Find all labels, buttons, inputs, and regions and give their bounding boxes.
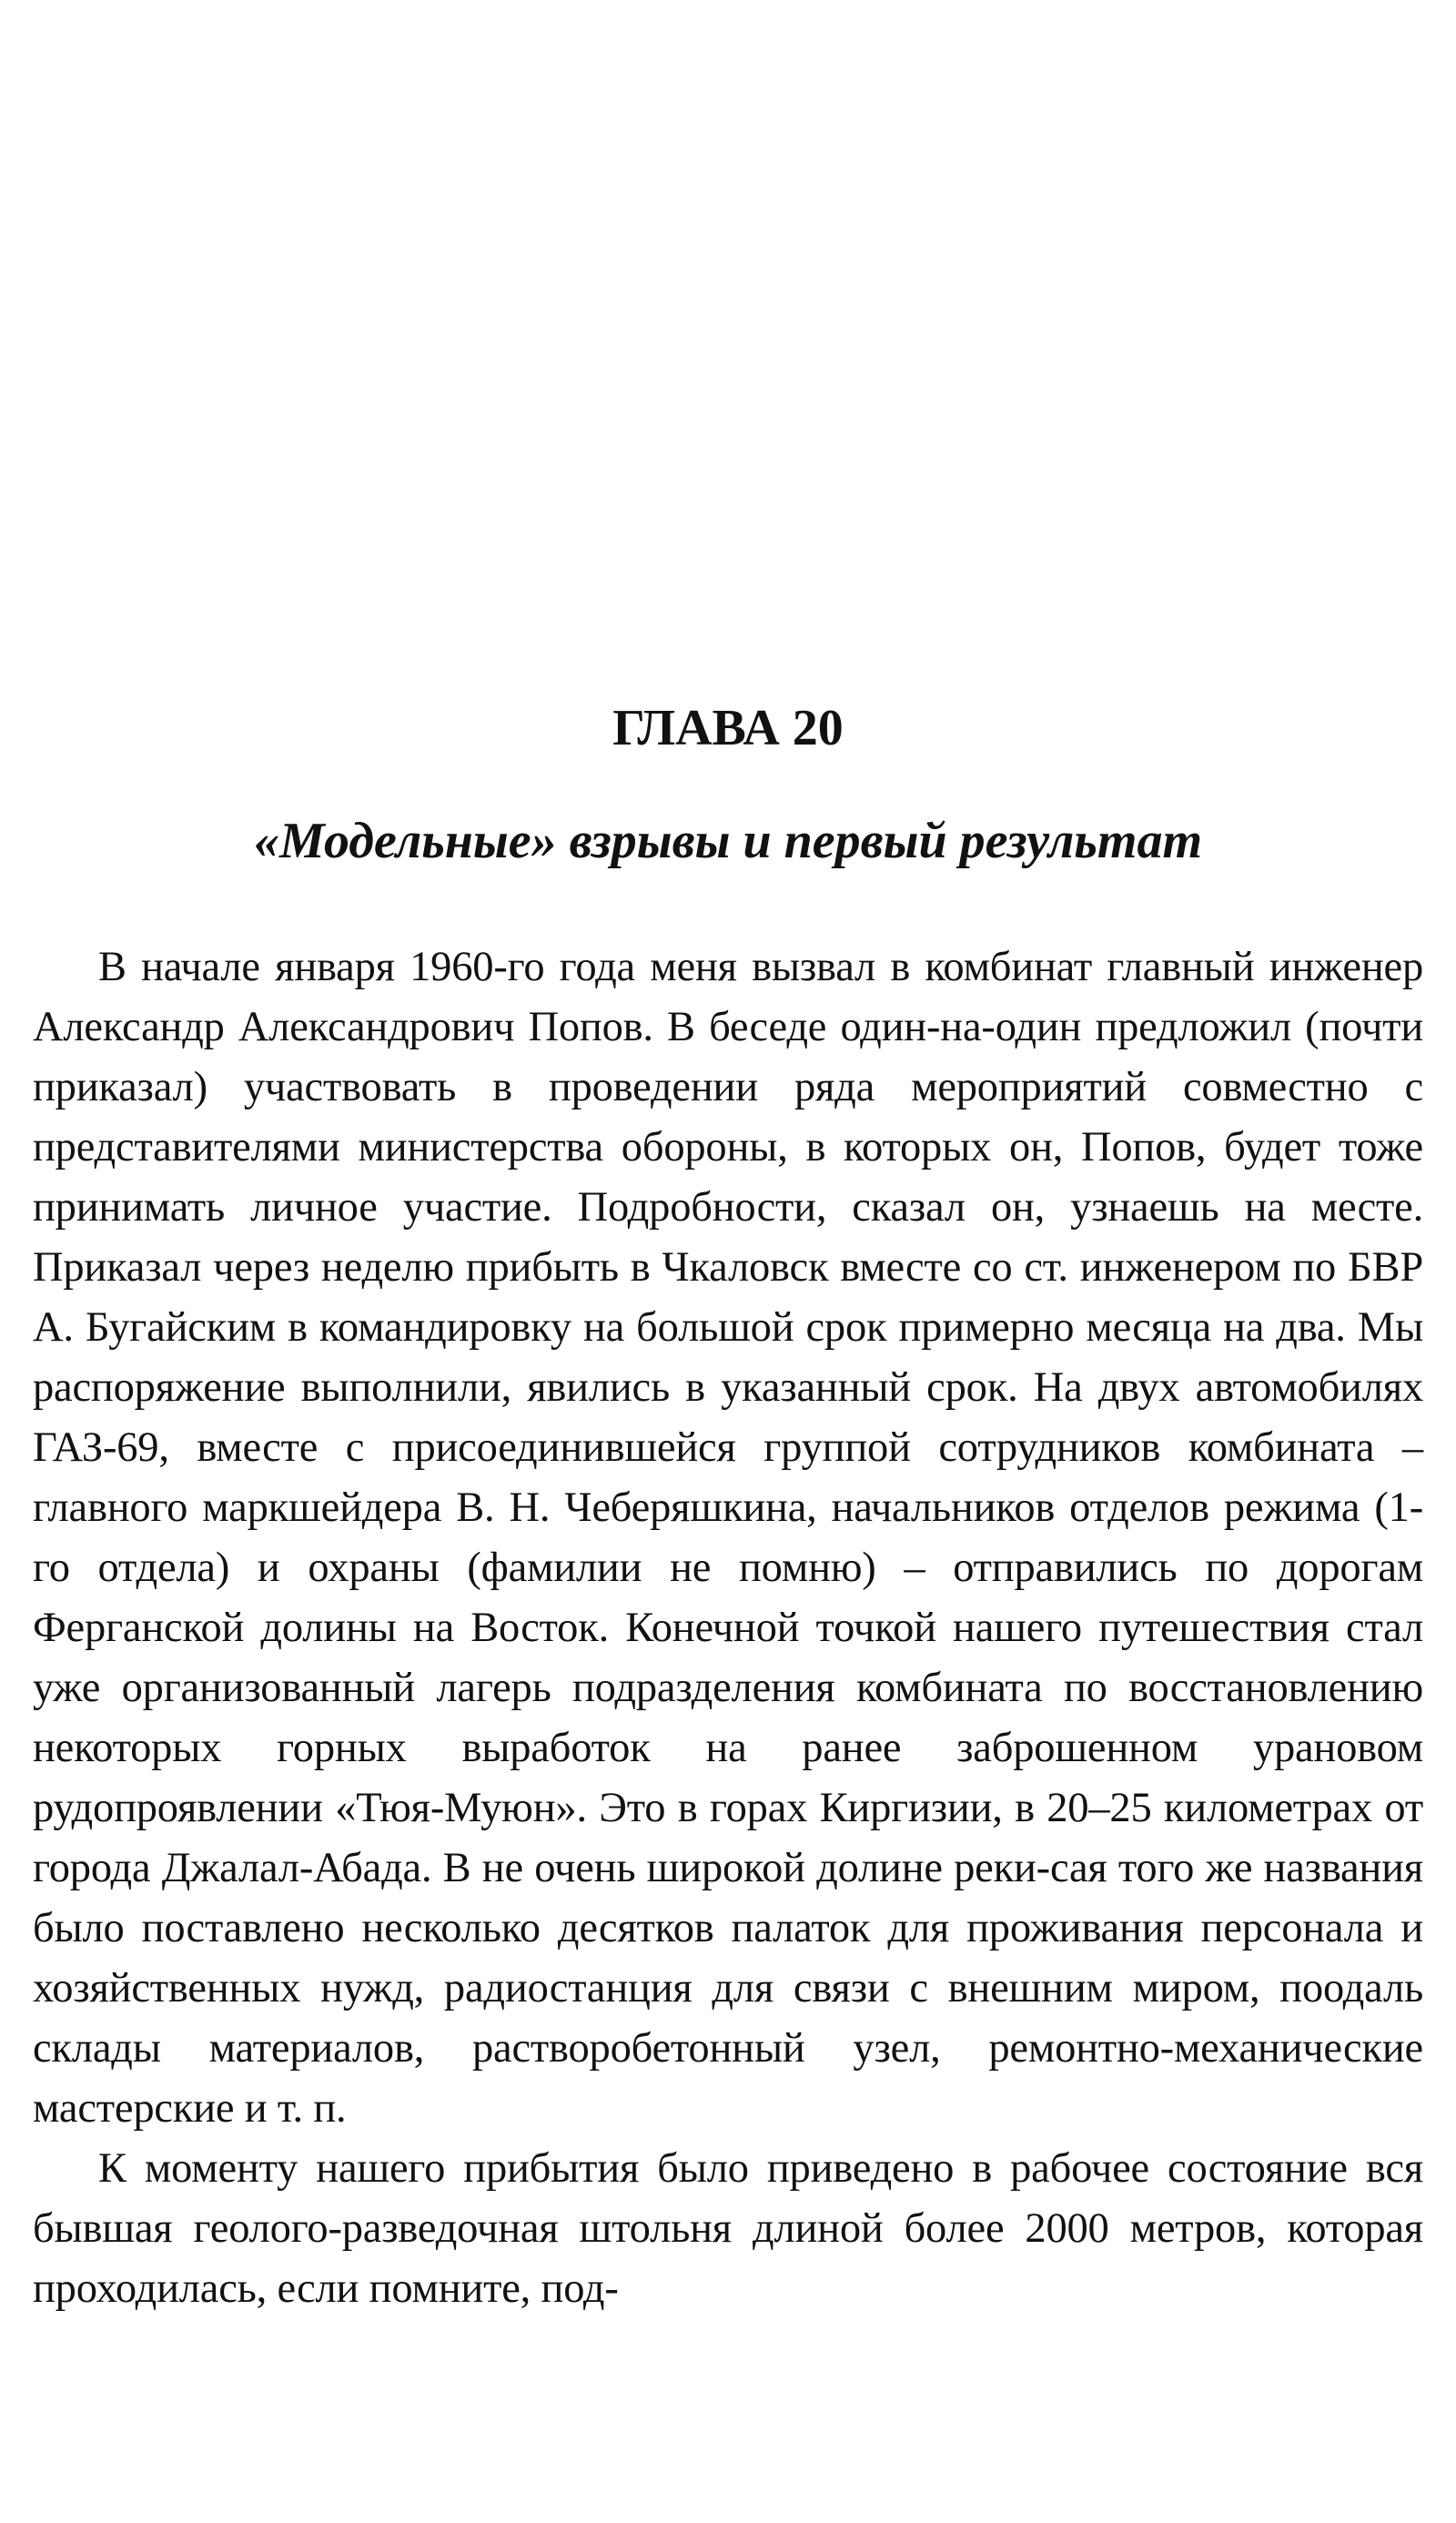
chapter-title: ГЛАВА 20: [612, 700, 844, 756]
paragraph-2: К моменту нашего прибытия было приведено в рабочее состояние вся бывшая геолого-разведочная штольня длиной более 2000 метров, которая проходилась, если помните, под-: [33, 2145, 1423, 2312]
chapter-header: [0, 692, 1456, 877]
paragraph-1: В начале января 1960-го года меня вызвал в комбинат главный инженер Александр Александрович Попов. В беседе один-на-один предложил (почти приказал) участвовать в проведении ряда мероприятий совместно с представителями министерства обороны, в которых он, Попов, будет тоже принимать личное участие. Подробности, сказал он, узнаешь на месте. Приказал через неделю прибыть в Чкаловск вместе со ст. инженером по БВР А. Бугайским в командировку на большой срок примерно месяца на два. Мы распоряжение выполнили, явились в указанный срок. На двух автомобилях ГАЗ-69, вместе с присоединившейся группой сотрудников комбината – главного маркшейдера В. Н. Чеберяшкина, начальников отделов режима (1-го отдела) и охраны (фамилии не помню) – отправились по дорогам Ферганской долины на Восток. Конечной точкой нашего путешествия стал уже организованный лагерь подразделения комбината по восстановлению некоторых горных выработок на ранее заброшенном урановом рудопроявлении «Тюя-Муюн». Это в горах Киргизии, в 20–25 километрах от города Джалал-Абада. В не очень широкой долине реки-сая того же названия было поставлено несколько десятков палаток для проживания персонала и хозяйственных нужд, радиостанция для связи с внешним миром, поодаль склады материалов, растворобетонный узел, ремонтно-механические мастерские и т. п.: [33, 944, 1423, 2132]
chapter-subtitle: «Модельные» взрывы и первый результат: [253, 813, 1203, 869]
body-text: [33, 937, 1423, 2319]
